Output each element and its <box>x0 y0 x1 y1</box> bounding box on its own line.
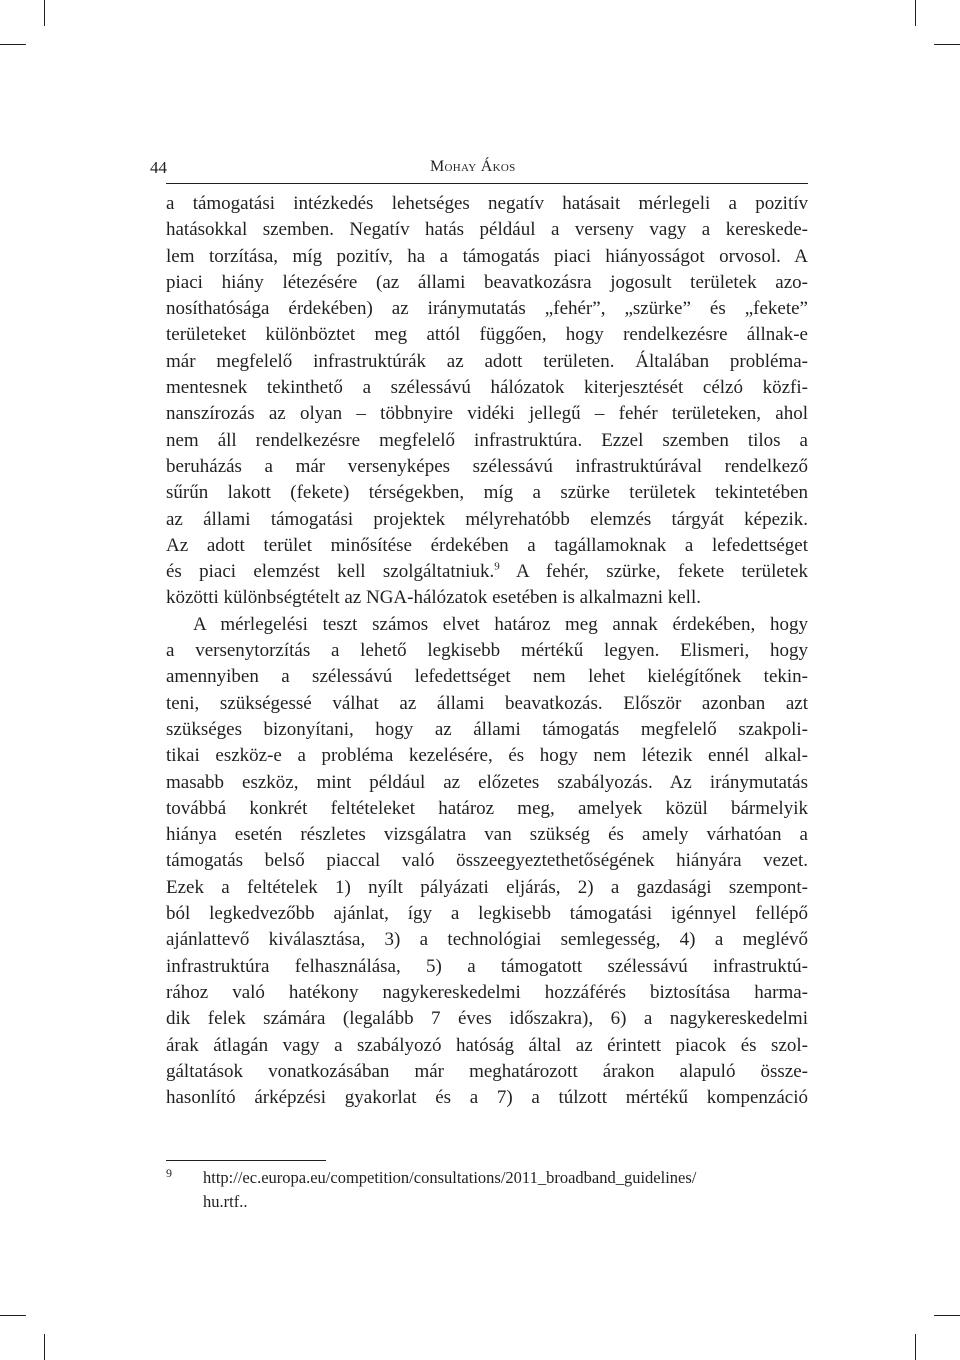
text-line: nem áll rendelkezésre megfelelő infrastruktúra. Ezzel szemben tilos a <box>166 429 808 451</box>
crop-mark <box>934 44 960 45</box>
text-line: teni, szükségessé válhat az állami beavatkozás. Először azonban azt <box>166 692 808 714</box>
header-rule <box>166 183 808 184</box>
text-line: sűrűn lakott (fekete) térségekben, míg a szürke területek tekintetében <box>166 482 808 504</box>
footnote-reference[interactable]: 9 <box>494 560 500 573</box>
text-line: árak átlagán vagy a szabályozó hatóság által az érintett piacok és szol- <box>166 1034 808 1056</box>
text-line: az állami támogatási projektek mélyrehatóbb elemzés tárgyát képezik. <box>166 508 808 530</box>
footnote-link-continuation[interactable]: hu.rtf.. <box>203 1192 248 1211</box>
text-line: ból legkedvezőbb ajánlat, így a legkisebb támogatási igénnyel fellépő <box>166 903 808 925</box>
text-line: már megfelelő infrastruktúrák az adott területen. Általában probléma- <box>166 350 808 372</box>
footnote-mark: 9 <box>166 1166 172 1180</box>
crop-mark <box>0 44 26 45</box>
text-line: a támogatási intézkedés lehetséges negatív hatásait mérlegeli a pozitív <box>166 193 808 214</box>
text-line: hatásokkal szemben. Negatív hatás például a verseny vagy a kereskede- <box>166 219 808 241</box>
text-line <box>166 559 808 585</box>
text-line: beruházás a már versenyképes szélessávú infrastruktúrával rendelkező <box>166 455 808 477</box>
text-line: mentesnek tekinthető a szélessávú hálózatok kiterjesztését célzó közfi- <box>166 377 808 399</box>
text-line: hiánya esetén részletes vizsgálatra van szükség és amely várhatóan a <box>166 824 808 846</box>
text-line: dik felek számára (legalább 7 éves időszakra), 6) a nagykereskedelmi <box>166 1008 808 1030</box>
text-line: a versenytorzítás a lehető legkisebb mértékű legyen. Elismeri, hogy <box>166 640 808 662</box>
text-line: rához való hatékony nagykereskedelmi hozzáférés biztosítása harma- <box>166 981 808 1003</box>
running-head: Mohay Ákos <box>430 158 516 175</box>
text-line: masabb eszköz, mint például az előzetes szabályozás. Az iránymutatás <box>166 771 808 793</box>
text-line: Az adott terület minősítése érdekében a tagállamoknak a lefedettséget <box>166 534 808 556</box>
page-number: 44 <box>150 158 167 177</box>
crop-mark <box>44 0 45 26</box>
crop-mark <box>915 1334 916 1360</box>
footnote-text <box>203 1166 808 1214</box>
text-line: gáltatások vonatkozásában már meghatározott árakon alapuló össze- <box>166 1060 808 1082</box>
text-line: közötti különbségtételt az NGA-hálózatok esetében is alkalmazni kell. <box>166 587 701 609</box>
text-line: infrastruktúra felhasználása, 5) a támogatott szélessávú infrastruktú- <box>166 955 808 977</box>
text-line: tikai eszköz-e a probléma kezelésére, és hogy nem létezik ennél alkal- <box>166 745 808 767</box>
footnote-link[interactable]: http://ec.europa.eu/competition/consultations/2011_broadband_guidelines/ <box>203 1168 697 1187</box>
footnote-rule <box>166 1160 326 1161</box>
text-line: hasonlító árképzési gyakorlat és a 7) a túlzott mértékű kompenzáció <box>166 1087 808 1109</box>
text-line: amennyiben a szélessávú lefedettséget nem lehet kielégítőnek tekin- <box>166 666 808 688</box>
text-line: A mérlegelési teszt számos elvet határoz meg annak érdekében, hogy <box>193 613 808 635</box>
text-line: támogatás belső piaccal való összeegyeztethetőségének hiányára vezet. <box>166 850 808 872</box>
text-line: Ezek a feltételek 1) nyílt pályázati eljárás, 2) a gazdasági szempont- <box>166 876 808 898</box>
crop-mark <box>0 1315 26 1316</box>
text-line: nosíthatósága érdekében) az iránymutatás „fehér”, „szürke” és „fekete” <box>166 298 808 320</box>
text-segment: A fehér, szürke, fekete területek <box>499 561 808 583</box>
crop-mark <box>934 1315 960 1316</box>
body-text <box>166 191 808 1111</box>
text-segment: és piaci elemzést kell szolgáltatniuk. <box>166 561 495 583</box>
text-line: ajánlattevő kiválasztása, 3) a technológiai semlegesség, 4) a meglévő <box>166 929 808 951</box>
text-line: nanszírozás az olyan – többnyire vidéki jellegű – fehér területeken, ahol <box>166 403 808 425</box>
text-line: szükséges bizonyítani, hogy az állami támogatás megfelelő szakpoli- <box>166 718 808 740</box>
crop-mark <box>44 1334 45 1360</box>
crop-mark <box>915 0 916 26</box>
text-line: területeket különböztet meg attól függően, hogy rendelkezésre állnak-e <box>166 324 808 346</box>
text-line: lem torzítása, míg pozitív, ha a támogatás piaci hiányosságot orvosol. A <box>166 245 808 267</box>
text-line: továbbá konkrét feltételeket határoz meg, amelyek közül bármelyik <box>166 797 808 819</box>
text-line: piaci hiány létezésére (az állami beavatkozásra jogosult területek azo- <box>166 271 808 293</box>
